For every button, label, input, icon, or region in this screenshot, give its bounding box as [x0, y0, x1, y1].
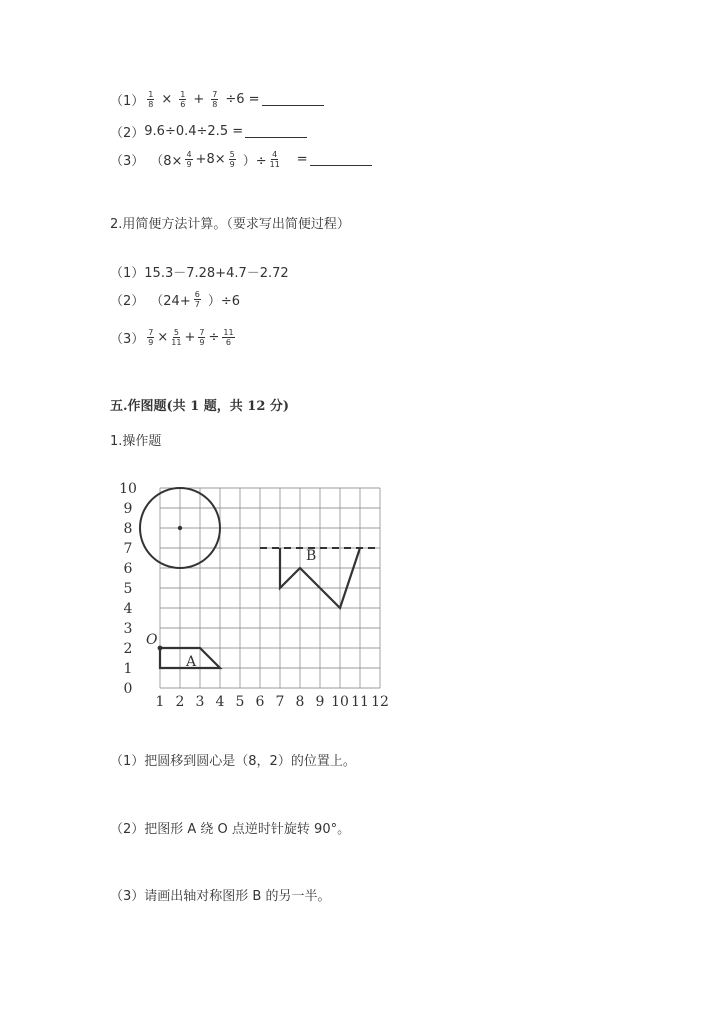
task-1: （1）把圆移到圆心是（8，2）的位置上。 [110, 754, 356, 769]
question-2-title: 2.用简便方法计算。（要求写出简便过程） [110, 217, 350, 232]
x-tick-label: 11 [351, 694, 369, 710]
task-2: （2）把图形 A 绕 O 点逆时针旋转 90°。 [110, 822, 351, 837]
x-tick-label: 6 [255, 694, 265, 710]
circle-center-dot [178, 526, 182, 530]
y-tick-label: 7 [123, 541, 133, 557]
fraction: $\frac{1}{6}$ [180, 90, 186, 109]
question-2-item-1: （1） 15.3－7.28+4.7－2.72 [110, 266, 289, 281]
fraction: $\frac{7}{9}$ [199, 328, 205, 347]
shape-a-label: A [186, 654, 197, 670]
fraction: $\frac{4}{9}$ [186, 150, 192, 169]
y-tick-label: 1 [123, 661, 133, 677]
fraction: $\frac{11}{6}$ [223, 328, 234, 347]
question-1-item-3: （3） （8× $\frac{4}{9}$ +8× $\frac{5}{9}$ ）÷ $\frac{4}{11}$ = [110, 150, 372, 169]
x-tick-label: 5 [235, 694, 245, 710]
fraction: $\frac{4}{11}$ [269, 150, 280, 169]
y-tick-label: 2 [123, 641, 133, 657]
y-tick-label: 9 [123, 501, 133, 517]
x-tick-label: 10 [331, 694, 349, 710]
y-tick-label: 5 [123, 581, 133, 597]
coordinate-grid [108, 478, 398, 710]
x-tick-label: 9 [315, 694, 325, 710]
fraction: $\frac{1}{8}$ [148, 90, 154, 109]
fraction: $\frac{7}{8}$ [212, 90, 218, 109]
item-number: （1） [110, 94, 145, 109]
y-tick-label: 8 [123, 521, 133, 537]
y-tick-label: 4 [123, 601, 133, 617]
answer-blank[interactable] [245, 125, 307, 138]
fraction: $\frac{5}{11}$ [171, 328, 182, 347]
point-o-label: O [146, 632, 158, 648]
section-five-heading: 五.作图题(共 1 题，共 12 分) [110, 399, 290, 414]
operation-subtitle: 1.操作题 [110, 434, 162, 449]
x-axis-labels [156, 694, 389, 710]
fraction: $\frac{6}{7}$ [194, 290, 200, 309]
task-3: （3）请画出轴对称图形 B 的另一半。 [110, 889, 331, 904]
y-tick-label: 6 [123, 561, 133, 577]
x-tick-label: 4 [215, 694, 225, 710]
fraction: $\frac{5}{9}$ [229, 150, 235, 169]
x-tick-label: 2 [175, 694, 185, 710]
question-1-item-1: （1） $\frac{1}{8}$ × $\frac{1}{6}$ + $\frac{7}{8}$ ÷6 = [110, 90, 324, 109]
question-1-item-2: （2） 9.6÷0.4÷2.5 = [110, 122, 307, 141]
point-o-dot [158, 646, 163, 651]
x-tick-label: 1 [155, 694, 165, 710]
question-2-item-3: （3） $\frac{7}{9}$ × $\frac{5}{11}$ + $\frac{7}{9}$ ÷ $\frac{11}{6}$ [110, 328, 234, 347]
y-tick-label: 3 [123, 621, 133, 637]
answer-blank[interactable] [262, 93, 324, 106]
x-tick-label: 3 [195, 694, 205, 710]
x-tick-label: 7 [275, 694, 285, 710]
y-tick-label: 10 [119, 481, 137, 497]
y-axis-labels [119, 481, 137, 697]
x-tick-label: 12 [371, 694, 389, 710]
y-tick-label: 0 [123, 681, 133, 697]
answer-blank[interactable] [310, 153, 372, 166]
fraction: $\frac{7}{9}$ [148, 328, 154, 347]
x-tick-label: 8 [295, 694, 305, 710]
shape-b-label: B [306, 548, 317, 564]
question-2-item-2: （2） （24+ $\frac{6}{7}$ ）÷6 [110, 290, 240, 309]
